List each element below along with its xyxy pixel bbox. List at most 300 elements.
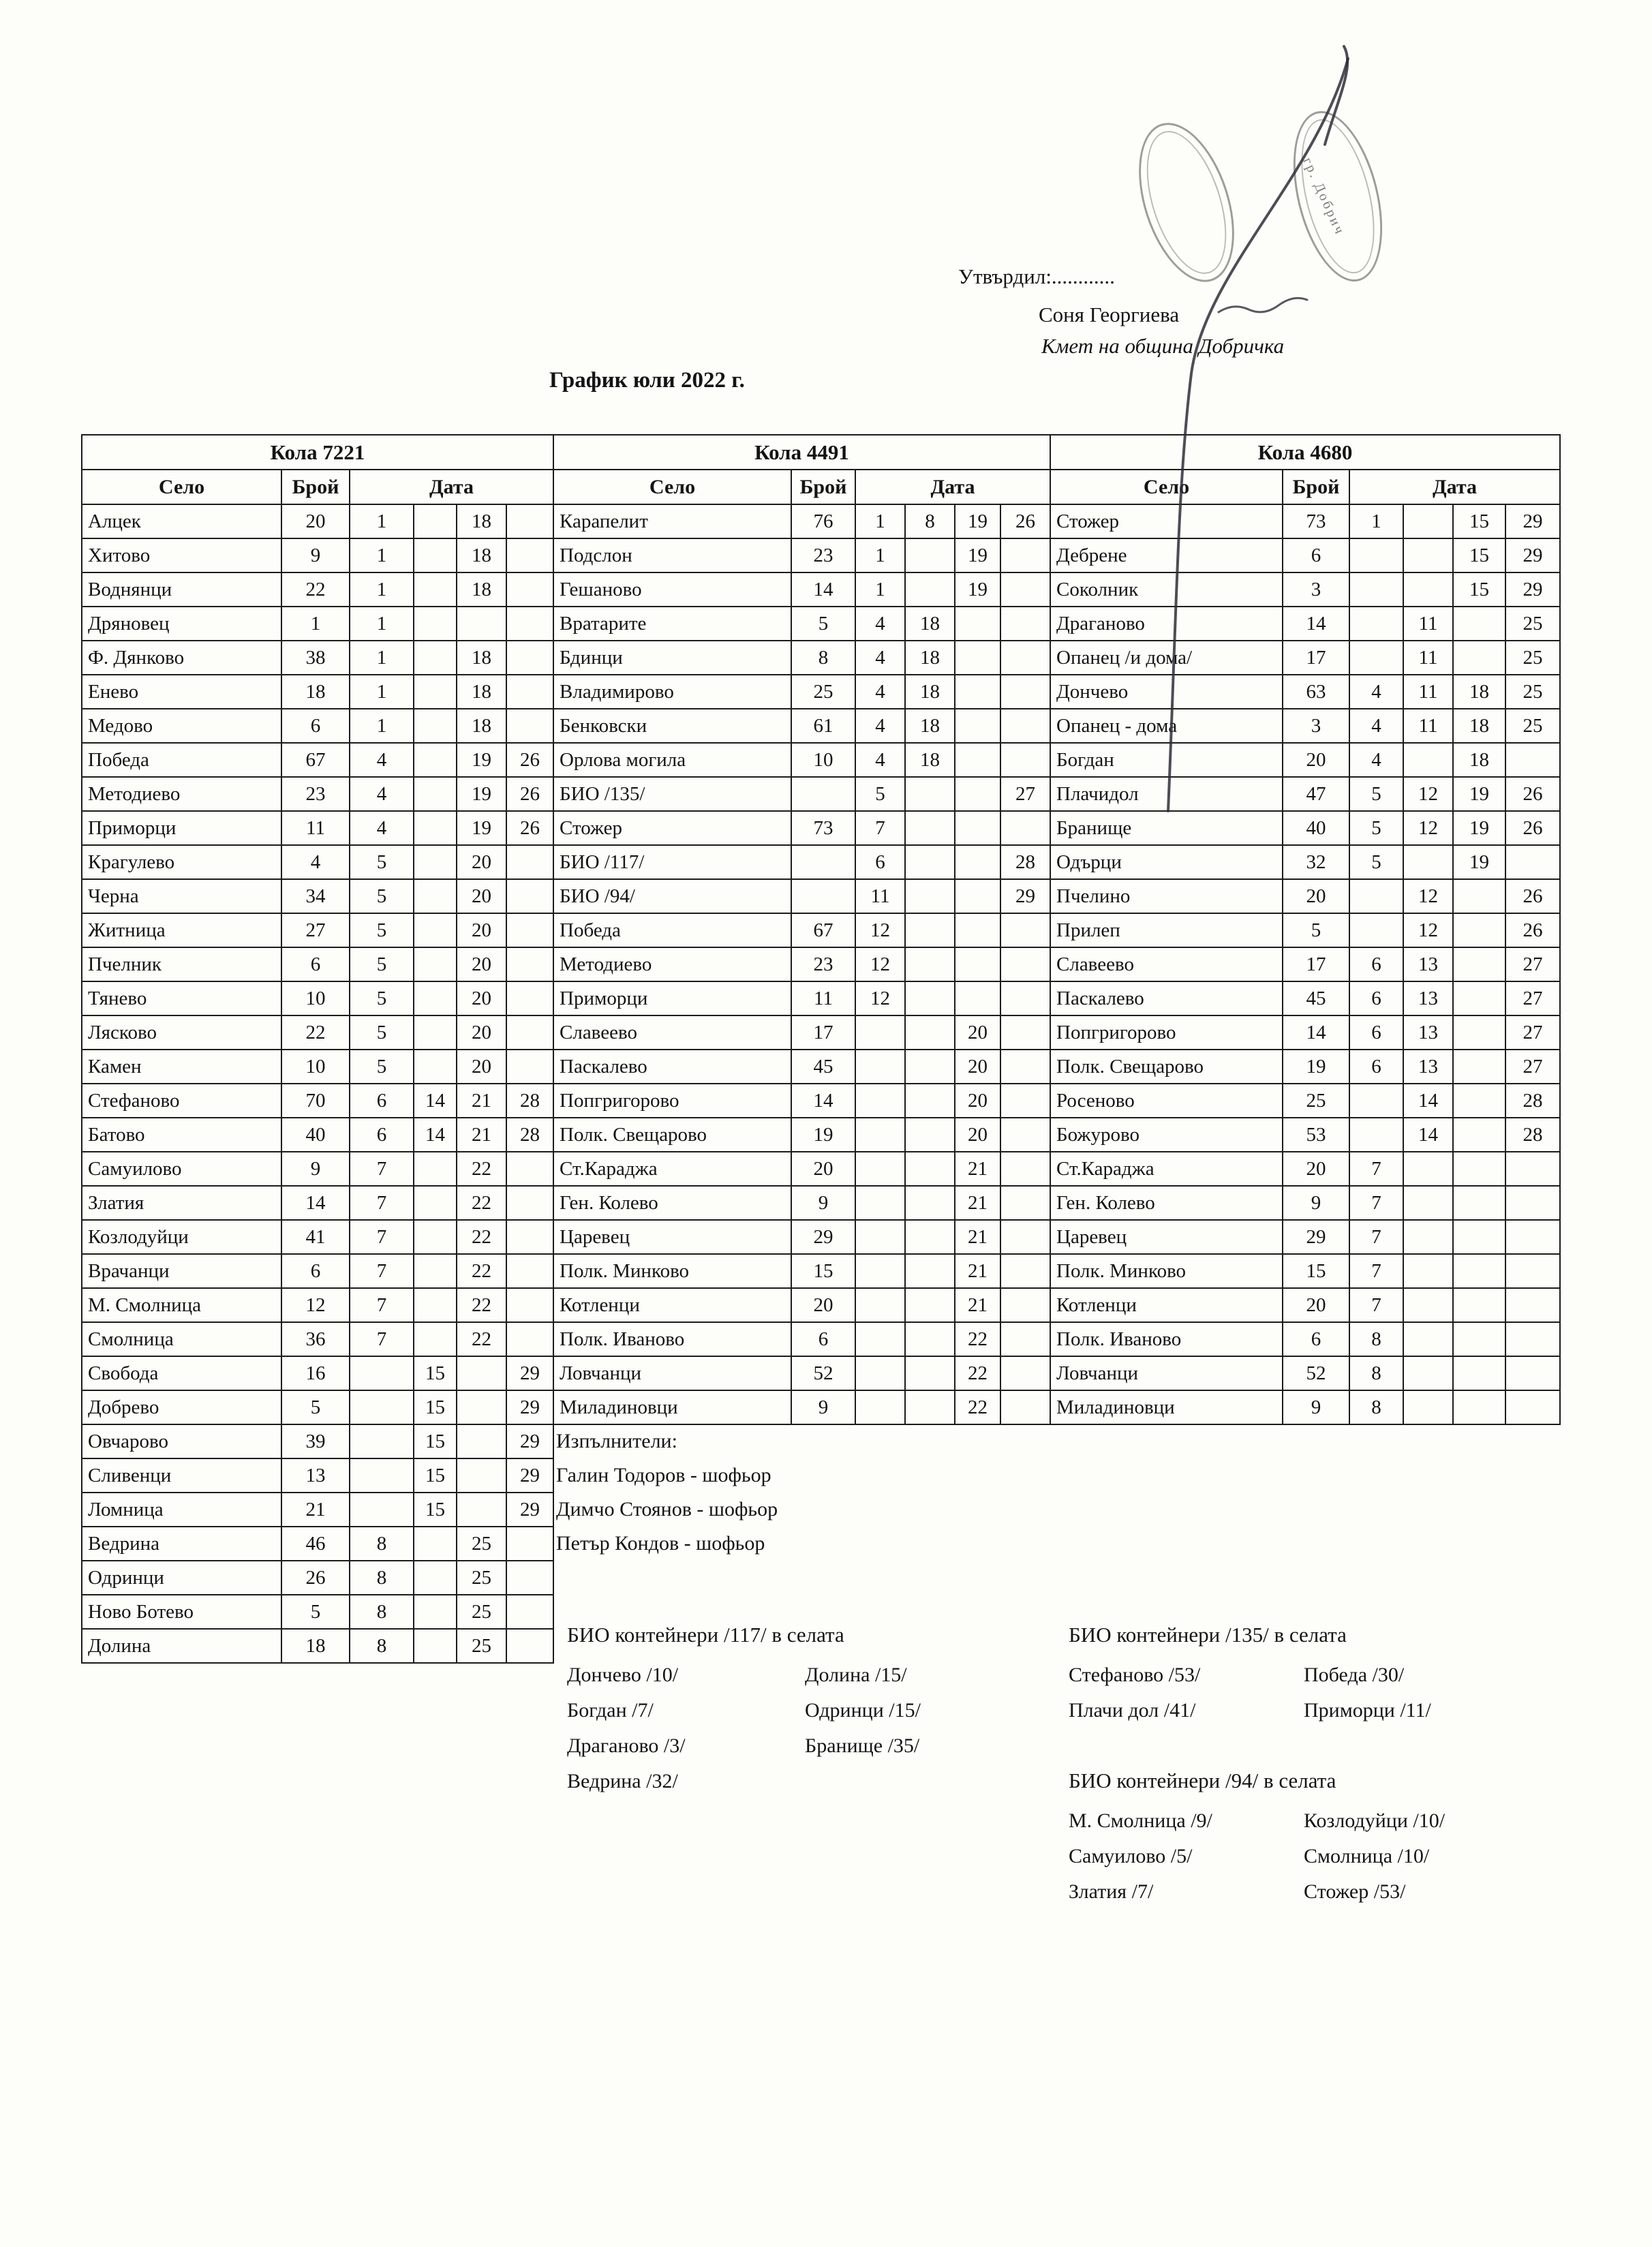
date-cell <box>955 641 1000 675</box>
village-cell: Попгригорово <box>553 1084 791 1118</box>
count-cell: 8 <box>791 641 855 675</box>
date-cell: 19 <box>1453 777 1505 811</box>
date-cell <box>1000 709 1050 743</box>
date-cell <box>905 1356 955 1390</box>
village-cell: Полк. Минково <box>553 1254 791 1288</box>
date-cell: 1 <box>350 675 414 709</box>
date-cell: 5 <box>1349 777 1403 811</box>
table-row <box>553 913 1050 947</box>
date-cell <box>1000 538 1050 572</box>
village-cell: БИО /94/ <box>553 879 791 913</box>
date-cell: 4 <box>855 743 905 777</box>
date-cell: 5 <box>350 913 414 947</box>
count-cell: 29 <box>1283 1220 1349 1254</box>
date-cell: 7 <box>1349 1288 1403 1322</box>
date-cell: 4 <box>350 777 414 811</box>
date-cell <box>1403 1288 1453 1322</box>
note-item: Победа /30/ <box>1304 1664 1405 1686</box>
table-row <box>553 504 1050 538</box>
date-cell <box>1453 1322 1505 1356</box>
date-cell <box>905 1050 955 1084</box>
count-cell <box>791 777 855 811</box>
table-row <box>1050 1322 1560 1356</box>
date-cell <box>1000 743 1050 777</box>
date-cell: 13 <box>1403 947 1453 981</box>
note-item: Стожер /53/ <box>1304 1880 1406 1903</box>
village-cell: Медово <box>82 709 281 743</box>
village-cell: Стожер <box>1050 504 1283 538</box>
date-cell <box>457 1424 506 1458</box>
village-cell: Врачанци <box>82 1254 281 1288</box>
village-cell: Пчелино <box>1050 879 1283 913</box>
date-cell: 22 <box>457 1254 506 1288</box>
table-row <box>1050 641 1560 675</box>
table-row <box>1050 1390 1560 1424</box>
village-cell: Тянево <box>82 981 281 1015</box>
count-cell: 17 <box>791 1015 855 1050</box>
table-row <box>553 1220 1050 1254</box>
village-cell: Одърци <box>1050 845 1283 879</box>
date-cell <box>855 1186 905 1220</box>
table-row <box>82 1152 553 1186</box>
date-cell <box>1000 1390 1050 1424</box>
count-cell: 5 <box>791 607 855 641</box>
col-header-village: Село <box>1050 470 1283 504</box>
village-cell: БИО /135/ <box>553 777 791 811</box>
date-cell: 22 <box>457 1220 506 1254</box>
village-cell: Методиево <box>553 947 791 981</box>
note-item: Смолница /10/ <box>1304 1845 1430 1867</box>
executor-item: Петър Кондов - шофьор <box>556 1532 765 1555</box>
date-cell <box>1453 981 1505 1015</box>
date-cell <box>1403 1322 1453 1356</box>
date-cell <box>1403 1186 1453 1220</box>
village-cell: Полк. Иваново <box>1050 1322 1283 1356</box>
date-cell <box>905 1015 955 1050</box>
executor-item: Димчо Стоянов - шофьор <box>556 1498 778 1520</box>
village-cell: Победа <box>553 913 791 947</box>
date-cell <box>414 1050 457 1084</box>
date-cell <box>855 1288 905 1322</box>
date-cell <box>414 538 457 572</box>
date-cell <box>855 1118 905 1152</box>
bio-note-94 <box>1069 1765 1546 1910</box>
date-cell <box>955 981 1000 1015</box>
col-header-date: Дата <box>855 470 1050 504</box>
date-cell: 20 <box>457 981 506 1015</box>
date-cell: 14 <box>1403 1118 1453 1152</box>
count-cell: 5 <box>281 1390 350 1424</box>
count-cell: 32 <box>1283 845 1349 879</box>
date-cell <box>1505 1356 1560 1390</box>
date-cell: 22 <box>457 1186 506 1220</box>
date-cell <box>1349 641 1403 675</box>
table-row <box>1050 1118 1560 1152</box>
date-cell: 12 <box>1403 913 1453 947</box>
count-cell: 17 <box>1283 947 1349 981</box>
note-item: Самуилово /5/ <box>1069 1845 1193 1867</box>
count-cell: 23 <box>281 777 350 811</box>
table-row <box>553 1015 1050 1050</box>
table-row <box>553 811 1050 845</box>
village-cell: Дебрене <box>1050 538 1283 572</box>
date-cell: 19 <box>955 538 1000 572</box>
village-cell: Воднянци <box>82 572 281 607</box>
date-cell <box>905 947 955 981</box>
date-cell: 25 <box>1505 607 1560 641</box>
date-cell: 18 <box>905 675 955 709</box>
date-cell <box>1453 1015 1505 1050</box>
date-cell <box>905 1254 955 1288</box>
date-cell: 5 <box>350 1050 414 1084</box>
table-row <box>553 743 1050 777</box>
date-cell <box>1453 641 1505 675</box>
date-cell: 1 <box>350 538 414 572</box>
table-row <box>82 1561 553 1595</box>
date-cell <box>955 947 1000 981</box>
date-cell: 18 <box>457 641 506 675</box>
date-cell: 4 <box>855 607 905 641</box>
note-item: Бранище /35/ <box>805 1734 920 1757</box>
count-cell: 20 <box>1283 879 1349 913</box>
village-cell: Ст.Караджа <box>553 1152 791 1186</box>
date-cell <box>955 675 1000 709</box>
bio-note-117 <box>567 1619 1044 1799</box>
date-cell: 21 <box>457 1118 506 1152</box>
date-cell <box>1000 1288 1050 1322</box>
table-row <box>82 913 553 947</box>
count-cell: 11 <box>281 811 350 845</box>
date-cell <box>955 709 1000 743</box>
date-cell <box>1349 607 1403 641</box>
note-item: Долина /15/ <box>805 1664 907 1686</box>
table-row <box>1050 811 1560 845</box>
table-row <box>1050 572 1560 607</box>
village-cell: Алцек <box>82 504 281 538</box>
village-cell: Карапелит <box>553 504 791 538</box>
col-header-date: Дата <box>350 470 553 504</box>
date-cell <box>1505 845 1560 879</box>
table-row <box>82 1015 553 1050</box>
count-cell: 26 <box>281 1561 350 1595</box>
date-cell: 25 <box>457 1629 506 1663</box>
date-cell <box>414 1288 457 1322</box>
date-cell <box>506 675 553 709</box>
count-cell: 19 <box>1283 1050 1349 1084</box>
date-cell <box>506 981 553 1015</box>
village-cell: Богдан <box>1050 743 1283 777</box>
count-cell: 29 <box>791 1220 855 1254</box>
date-cell <box>1000 1050 1050 1084</box>
count-cell: 52 <box>791 1356 855 1390</box>
date-cell: 4 <box>855 709 905 743</box>
count-cell: 18 <box>281 1629 350 1663</box>
date-cell <box>1505 1220 1560 1254</box>
count-cell: 53 <box>1283 1118 1349 1152</box>
table-row <box>1050 675 1560 709</box>
note-item: Ведрина /32/ <box>567 1770 678 1792</box>
table-row <box>553 709 1050 743</box>
count-cell: 3 <box>1283 572 1349 607</box>
date-cell <box>350 1424 414 1458</box>
col-header-village: Село <box>82 470 281 504</box>
table-row <box>82 607 553 641</box>
date-cell: 1 <box>350 607 414 641</box>
village-cell: Ведрина <box>82 1527 281 1561</box>
date-cell <box>414 879 457 913</box>
date-cell: 12 <box>855 913 905 947</box>
date-cell <box>457 1493 506 1527</box>
table-row <box>82 1118 553 1152</box>
date-cell <box>1453 1356 1505 1390</box>
date-cell: 8 <box>905 504 955 538</box>
date-cell: 11 <box>1403 607 1453 641</box>
table-row <box>1050 879 1560 913</box>
date-cell <box>1403 1356 1453 1390</box>
date-cell: 7 <box>1349 1186 1403 1220</box>
village-cell: Батово <box>82 1118 281 1152</box>
date-cell <box>1453 1220 1505 1254</box>
bio-note-135 <box>1069 1619 1546 1728</box>
date-cell <box>855 1084 905 1118</box>
date-cell: 12 <box>855 981 905 1015</box>
count-cell: 14 <box>281 1186 350 1220</box>
table-row <box>82 1220 553 1254</box>
count-cell: 46 <box>281 1527 350 1561</box>
count-cell: 61 <box>791 709 855 743</box>
table-row <box>82 743 553 777</box>
table-row <box>553 1084 1050 1118</box>
count-cell: 14 <box>1283 607 1349 641</box>
date-cell <box>1403 1152 1453 1186</box>
date-cell: 18 <box>905 709 955 743</box>
date-cell <box>1000 1084 1050 1118</box>
village-cell: Котленци <box>1050 1288 1283 1322</box>
count-cell: 4 <box>281 845 350 879</box>
date-cell: 12 <box>1403 811 1453 845</box>
table-row <box>1050 1015 1560 1050</box>
date-cell <box>1453 1390 1505 1424</box>
date-cell: 19 <box>457 743 506 777</box>
date-cell: 13 <box>1403 981 1453 1015</box>
table-row <box>82 845 553 879</box>
table-row <box>1050 1220 1560 1254</box>
col-header-count: Брой <box>791 470 855 504</box>
count-cell: 16 <box>281 1356 350 1390</box>
count-cell: 20 <box>791 1152 855 1186</box>
village-cell: Долина <box>82 1629 281 1663</box>
date-cell: 8 <box>350 1629 414 1663</box>
date-cell: 15 <box>414 1458 457 1493</box>
count-cell: 12 <box>281 1288 350 1322</box>
date-cell: 18 <box>457 572 506 607</box>
date-cell <box>414 743 457 777</box>
count-cell: 47 <box>1283 777 1349 811</box>
table-row <box>82 538 553 572</box>
count-cell: 18 <box>281 675 350 709</box>
table-row <box>82 1084 553 1118</box>
date-cell <box>1453 1254 1505 1288</box>
col-header-count: Брой <box>281 470 350 504</box>
date-cell <box>1000 1152 1050 1186</box>
village-cell: Миладиновци <box>553 1390 791 1424</box>
count-cell: 63 <box>1283 675 1349 709</box>
date-cell: 29 <box>1000 879 1050 913</box>
date-cell: 19 <box>457 811 506 845</box>
table-row <box>1050 1356 1560 1390</box>
note-item: Козлодуйци /10/ <box>1304 1809 1446 1832</box>
village-cell: Стефаново <box>82 1084 281 1118</box>
date-cell: 1 <box>1349 504 1403 538</box>
village-cell: Пчелник <box>82 947 281 981</box>
date-cell <box>414 947 457 981</box>
date-cell: 26 <box>506 777 553 811</box>
date-cell: 29 <box>1505 538 1560 572</box>
date-cell: 5 <box>855 777 905 811</box>
date-cell: 26 <box>1505 777 1560 811</box>
date-cell: 11 <box>855 879 905 913</box>
date-cell: 1 <box>350 641 414 675</box>
date-cell: 20 <box>457 845 506 879</box>
table-row <box>1050 1152 1560 1186</box>
village-cell: Стожер <box>553 811 791 845</box>
village-cell: Ново Ботево <box>82 1595 281 1629</box>
date-cell <box>414 607 457 641</box>
village-cell: Полк. Минково <box>1050 1254 1283 1288</box>
table-row <box>553 1152 1050 1186</box>
count-cell: 6 <box>791 1322 855 1356</box>
date-cell: 18 <box>457 675 506 709</box>
table-row <box>553 1254 1050 1288</box>
count-cell: 40 <box>1283 811 1349 845</box>
date-cell: 20 <box>955 1084 1000 1118</box>
village-cell: Крагулево <box>82 845 281 879</box>
village-cell: Росеново <box>1050 1084 1283 1118</box>
date-cell: 22 <box>955 1390 1000 1424</box>
village-cell: Котленци <box>553 1288 791 1322</box>
date-cell <box>1403 1390 1453 1424</box>
date-cell <box>1000 1356 1050 1390</box>
village-cell: Овчарово <box>82 1424 281 1458</box>
date-cell <box>905 879 955 913</box>
village-cell: БИО /117/ <box>553 845 791 879</box>
table-row <box>1050 743 1560 777</box>
village-cell: Драганово <box>1050 607 1283 641</box>
count-cell <box>791 845 855 879</box>
date-cell <box>855 1322 905 1356</box>
count-cell: 34 <box>281 879 350 913</box>
village-cell: Ст.Караджа <box>1050 1152 1283 1186</box>
date-cell <box>955 811 1000 845</box>
count-cell: 20 <box>1283 1152 1349 1186</box>
village-cell: Черна <box>82 879 281 913</box>
date-cell <box>855 1152 905 1186</box>
table-row <box>1050 1288 1560 1322</box>
page-title: График юли 2022 г. <box>549 368 745 393</box>
village-cell: Полк. Свещарово <box>1050 1050 1283 1084</box>
village-cell: Победа <box>82 743 281 777</box>
date-cell <box>855 1390 905 1424</box>
count-cell: 10 <box>791 743 855 777</box>
date-cell <box>1453 1118 1505 1152</box>
approved-label: Утвърдил:............ <box>958 264 1115 288</box>
date-cell <box>1453 947 1505 981</box>
village-cell: Одринци <box>82 1561 281 1595</box>
table-row <box>553 1322 1050 1356</box>
count-cell: 23 <box>791 538 855 572</box>
date-cell: 28 <box>1505 1084 1560 1118</box>
date-cell: 22 <box>955 1356 1000 1390</box>
date-cell: 26 <box>1505 879 1560 913</box>
table-row <box>1050 709 1560 743</box>
date-cell <box>1403 1254 1453 1288</box>
date-cell <box>1453 1050 1505 1084</box>
date-cell <box>506 709 553 743</box>
table-row <box>82 1322 553 1356</box>
date-cell <box>1000 811 1050 845</box>
date-cell <box>905 538 955 572</box>
date-cell <box>905 1084 955 1118</box>
table-row <box>1050 845 1560 879</box>
note-item: Стефаново /53/ <box>1069 1664 1201 1686</box>
table-row <box>82 1595 553 1629</box>
table-row <box>82 1424 553 1458</box>
count-cell: 6 <box>281 709 350 743</box>
date-cell <box>1505 1288 1560 1322</box>
date-cell: 7 <box>350 1186 414 1220</box>
date-cell: 6 <box>350 1084 414 1118</box>
date-cell: 26 <box>1000 504 1050 538</box>
table-row <box>82 572 553 607</box>
date-cell: 21 <box>955 1152 1000 1186</box>
date-cell: 18 <box>1453 709 1505 743</box>
date-cell <box>414 1152 457 1186</box>
date-cell <box>1349 879 1403 913</box>
village-cell: Камен <box>82 1050 281 1084</box>
date-cell: 8 <box>1349 1390 1403 1424</box>
date-cell <box>506 879 553 913</box>
count-cell: 13 <box>281 1458 350 1493</box>
date-cell: 11 <box>1403 675 1453 709</box>
date-cell <box>506 504 553 538</box>
executor-item: Галин Тодоров - шофьор <box>556 1464 771 1486</box>
date-cell: 11 <box>1403 641 1453 675</box>
col-header-date: Дата <box>1349 470 1560 504</box>
date-cell <box>1000 947 1050 981</box>
table-row <box>553 879 1050 913</box>
date-cell: 1 <box>855 572 905 607</box>
note-title: БИО контейнери /117/ в селата <box>567 1623 844 1647</box>
table-row <box>82 675 553 709</box>
table-row <box>553 641 1050 675</box>
table-row <box>82 1288 553 1322</box>
date-cell <box>506 538 553 572</box>
table-row <box>82 641 553 675</box>
date-cell <box>414 845 457 879</box>
table-row <box>553 947 1050 981</box>
date-cell <box>414 1595 457 1629</box>
table-row <box>553 1288 1050 1322</box>
date-cell <box>414 1629 457 1663</box>
date-cell: 21 <box>955 1186 1000 1220</box>
date-cell: 29 <box>506 1356 553 1390</box>
count-cell: 6 <box>281 947 350 981</box>
date-cell: 4 <box>1349 743 1403 777</box>
village-cell: Свобода <box>82 1356 281 1390</box>
stamp-seal-left <box>1121 111 1253 294</box>
date-cell <box>1000 1220 1050 1254</box>
date-cell: 7 <box>350 1152 414 1186</box>
